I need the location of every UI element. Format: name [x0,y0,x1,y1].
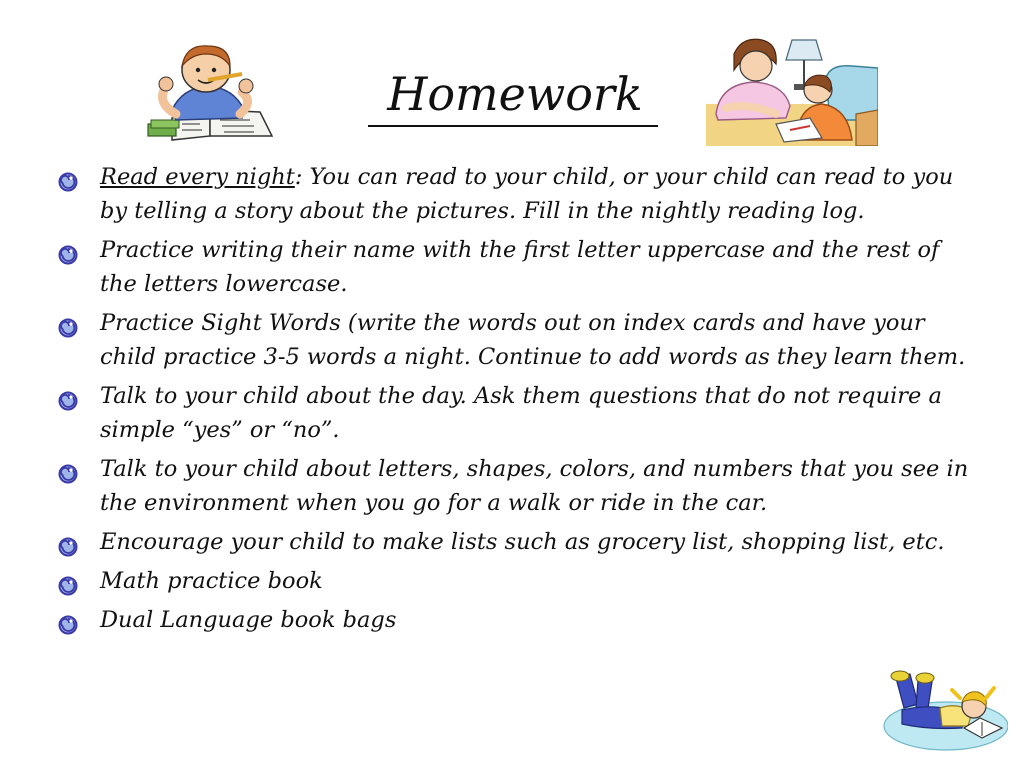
swirl-bullet-icon [58,314,78,334]
list-item-text: Practice writing their name with the first letter uppercase and the rest of the letters lowercase. [100,237,940,297]
list-item-text: Practice Sight Words (write the words out on index cards and have your child practice 3-5 words a night. Continue to add words as they learn them. [100,310,966,370]
boy-with-book-clipart [142,40,277,142]
list-item [58,306,978,374]
list-item-text: Talk to your child about the day. Ask them questions that do not require a simple “yes” or “no”. [100,383,942,443]
read-every-night-heading: Read every night [100,164,295,190]
page-title: Homework [387,67,643,121]
list-item-text: Dual Language book bags [100,607,397,633]
list-item [58,379,978,447]
list-item [58,564,978,598]
parent-helping-child-clipart [706,34,878,146]
swirl-bullet-icon [58,168,78,188]
list-item [58,603,978,637]
girl-reading-clipart [878,668,1008,752]
list-item [58,525,978,559]
list-item [58,452,978,520]
swirl-bullet-icon [58,611,78,631]
swirl-bullet-icon [58,572,78,592]
swirl-bullet-icon [58,460,78,480]
list-item-text: Encourage your child to make lists such as grocery list, shopping list, etc. [100,529,945,555]
homework-list [58,160,978,642]
list-item-text: Math practice book [100,568,323,594]
swirl-bullet-icon [58,387,78,407]
swirl-bullet-icon [58,533,78,553]
list-item-text: : You can read to your child, or your child can read to you by telling a story about the pictures. Fill in the nightly reading log. [100,164,954,224]
list-item-text: Talk to your child about letters, shapes, colors, and numbers that you see in the environment when you go for a walk or ride in the car. [100,456,969,516]
list-item [58,160,978,228]
swirl-bullet-icon [58,241,78,261]
title-underline [368,125,658,127]
list-item [58,233,978,301]
